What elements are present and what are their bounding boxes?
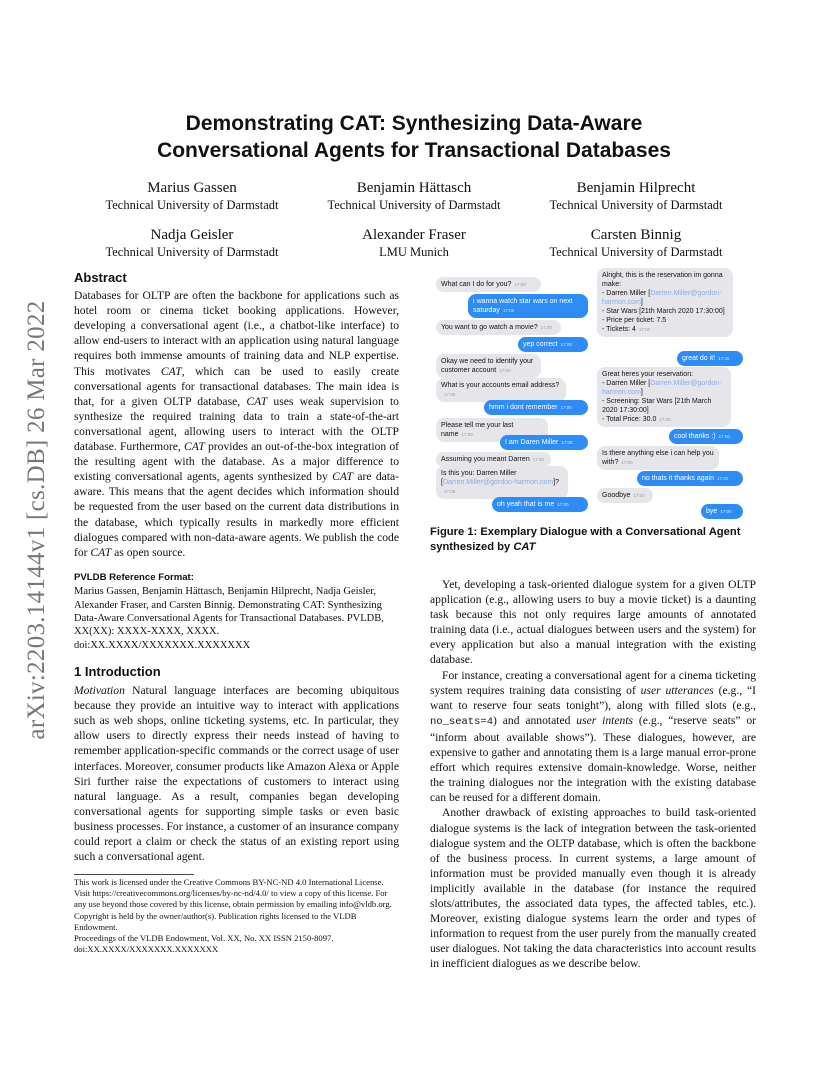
author-affiliation: Technical University of Darmstadt: [327, 198, 501, 212]
author-affiliation: Technical University of Darmstadt: [549, 198, 723, 212]
paragraph: For instance, creating a conversational agent for a cinema ticketing system requires training data consisting of user utterances (e.g., “I want to reserve four seats tonight”), along with filled slots (e.g., no_seats=4) and annotated user intents (e.g., “reserve seats” or “inform about available shows”). These dialogues, however, are expensive to gather and annotating them is a large manual error-prone effort which requires extensive domain-knowledge. Worse, neither the training dialogues nor the integration with the existing database can be reused for a different domain.: [430, 668, 756, 805]
chat-bubble-system: Is there anything else i can help you with? 17:00: [597, 446, 719, 470]
arxiv-sidebar: [22, 280, 52, 760]
chat-bubble-user: bye 17:00: [701, 504, 743, 519]
author-1: [67, 179, 317, 213]
arxiv-id: arXiv:2203.14144v1 [cs.DB] 26 Mar 2022: [23, 300, 50, 740]
license-text: This work is licensed under the Creative Commons BY-NC-ND 4.0 International License. Visit https://creativecommons.org/licenses/by-nc-nd/4.0/ to view a copy of this license. For any use beyond those covered by this license, obtain permission by emailing info@vldb.org. Copyright is held by the owner/author(s). Publication rights licensed to the VLDB Endowment.: [74, 877, 392, 932]
intro-paragraph: Motivation Natural language interfaces are becoming ubiquitous because they provide an intuitive way to interact with applications such as web shops, online ticketing systems, etc. In particular, they allow users to directly express their needs instead of having to remember application-specific commands or the correct usage of user interfaces. Moreover, consumer products like Amazon Alexa or Apple Siri further raise the expectations of customers to interact using natural language. As a result, companies began developing conversational agents for supporting simple tasks or even basic business processes. For instance, a customer of an insurance company could report a claim or check the status of an existing report using such a conversational agent.: [74, 684, 399, 864]
author-name: Carsten Binnig: [590, 227, 682, 243]
footnote-doi: doi:XX.XXXX/XXXXXXX.XXXXXXX: [74, 944, 219, 955]
chat-right: [597, 268, 747, 520]
author-affiliation: Technical University of Darmstadt: [549, 245, 723, 259]
author-6: [511, 226, 761, 260]
chat-bubble-user: hmm i dont remember 17:00: [484, 400, 588, 415]
reference-heading: PVLDB Reference Format:: [74, 572, 194, 583]
author-5: [289, 226, 539, 260]
chat-bubble-system: Goodbye 17:00: [597, 488, 653, 503]
author-name: Benjamin Hättasch: [356, 180, 472, 196]
chat-bubble-system: What is your accounts email address?17:00: [436, 378, 566, 402]
abstract-text: Databases for OLTP are often the backbone for applications such as hotel room or cinema ticket booking applications. However, developing a conversational agent (i.e., a chatbot-like interface) to allow end-users to interact with an application using natural language requires both immense amounts of training data and NLP expertise. This motivates CAT, which can be used to easily create conversational agents for transactional databases. The main idea is that, for a given OLTP database, CAT uses weak supervision to synthesize the required training data to train a state-of-the-art conversational agent, allowing users to interact with the OLTP database. Furthermore, CAT provides an out-of-the-box integration of the resulting agent with the database. As a major difference to existing conversational agents, agents synthesized by CAT are data-aware. This means that the agent decides which information should be requested from the user based on the current data distributions in the database, which typically results in markedly more efficient dialogues compared with non-data-aware agents. We publish the code for CAT as open source.: [74, 289, 399, 559]
author-name: Alexander Fraser: [362, 227, 466, 243]
chat-bubble-user: no thats it thanks again 17:00: [637, 471, 743, 486]
author-3: [511, 179, 761, 213]
chat-bubble-user: oh yeah that is me 17:00: [492, 497, 588, 512]
chat-bubble-user: yep correct 17:00: [518, 337, 588, 352]
proceedings-text: Proceedings of the VLDB Endowment, Vol. XX, No. XX ISSN 2150-8097.: [74, 933, 334, 944]
title-line-1: Demonstrating CAT: Synthesizing Data-Aware: [185, 112, 643, 135]
author-4: [67, 226, 317, 260]
chat-bubble-system: Please tell me your last name 17:00: [436, 418, 548, 442]
title-line-2: Conversational Agents for Transactional Databases: [157, 139, 671, 162]
author-name: Marius Gassen: [147, 180, 237, 196]
chat-bubble-user: i wanna watch star wars on next saturday 17:00: [468, 294, 588, 318]
chat-bubble-system: Is this you: Darren Miller [Darren.Miller@gordon-harmon.com]?17:00: [436, 466, 568, 499]
chat-bubble-system: Assuming you meant Darren 17:00: [436, 452, 551, 467]
reference-doi: doi:XX.XXXX/XXXXXXX.XXXXXXX: [74, 639, 251, 651]
left-column: [74, 270, 399, 560]
figure-caption: Figure 1: Exemplary Dialogue with a Conversational Agent synthesized by CAT: [430, 526, 741, 553]
pvldb-reference: [74, 570, 399, 652]
footnote: [74, 877, 399, 955]
author-affiliation: Technical University of Darmstadt: [105, 198, 279, 212]
chat-left: [436, 272, 590, 517]
author-name: Benjamin Hilprecht: [576, 180, 696, 196]
reference-text: Marius Gassen, Benjamin Hättasch, Benjamin Hilprecht, Nadja Geisler, Alexander Fraser, and Carsten Binnig. Demonstrating CAT: Synthesizing Data-Aware Conversational Agents for Transactional Databases. PVLDB, XX(XX): XXXX-XXXX, XXXX.: [74, 586, 384, 638]
chat-bubble-user: great do it! 17:00: [677, 351, 743, 366]
intro-heading: 1 Introduction: [74, 664, 161, 679]
chat-bubble-confirmation: Great heres your reservation: - Darren Miller [Darren.Miller@gordon-harmon.com] - Screening: Star Wars [21th March 2020 17:30:00] - Total Price: 30.0 17:00: [597, 367, 731, 427]
paper-title: [74, 110, 754, 164]
paragraph: Yet, developing a task-oriented dialogue system for a given OLTP application (e.g., allowing users to buy a movie ticket) is a daunting task because this not only requires large amounts of annotated training data (i.e., actual dialogues between users and the system) for every application but also a manual integration with the existing database.: [430, 578, 756, 667]
introduction: [74, 664, 399, 864]
abstract-heading: Abstract: [74, 270, 127, 285]
paragraph: Another drawback of existing approaches to build task-oriented dialogue systems is the lack of integration between the task-oriented dialogue system and the OLTP database, which is often the backbone of the business process. In current systems, a large amount of information must be provided manually even though it is already implicitly available in the database (for instance the required slots/attributes, the associated data types, the affected tables, etc.). Moreover, existing dialogue systems learn the order and types of information to request from the user purely from the manually created user dialogues. Not taking the data characteristics into account results in inefficient dialogues as we describe below.: [430, 806, 756, 971]
chat-bubble-system: What can I do for you? 17:00: [436, 277, 541, 292]
author-affiliation: LMU Munich: [379, 245, 449, 259]
right-column: [430, 577, 756, 971]
chat-bubble-system: Okay we need to identify your customer account 17:00: [436, 354, 541, 378]
chat-bubble-user: I am Daren Miller 17:00: [500, 435, 588, 450]
author-name: Nadja Geisler: [150, 227, 234, 243]
author-2: [289, 179, 539, 213]
author-affiliation: Technical University of Darmstadt: [105, 245, 279, 259]
chat-bubble-user: cool thanks :) 17:00: [669, 429, 743, 444]
chat-bubble-system: You want to go watch a movie? 17:00: [436, 320, 561, 335]
chat-bubble-reservation: Alright, this is the reservation im gonna make: - Darren Miller [Darren.Miller@gordon-harmon.com] - Star Wars [21th March 2020 17:30:00] - Price per ticket: 7.5 - Tickets: 4 17:00: [597, 268, 733, 337]
footnote-rule: [74, 874, 194, 875]
